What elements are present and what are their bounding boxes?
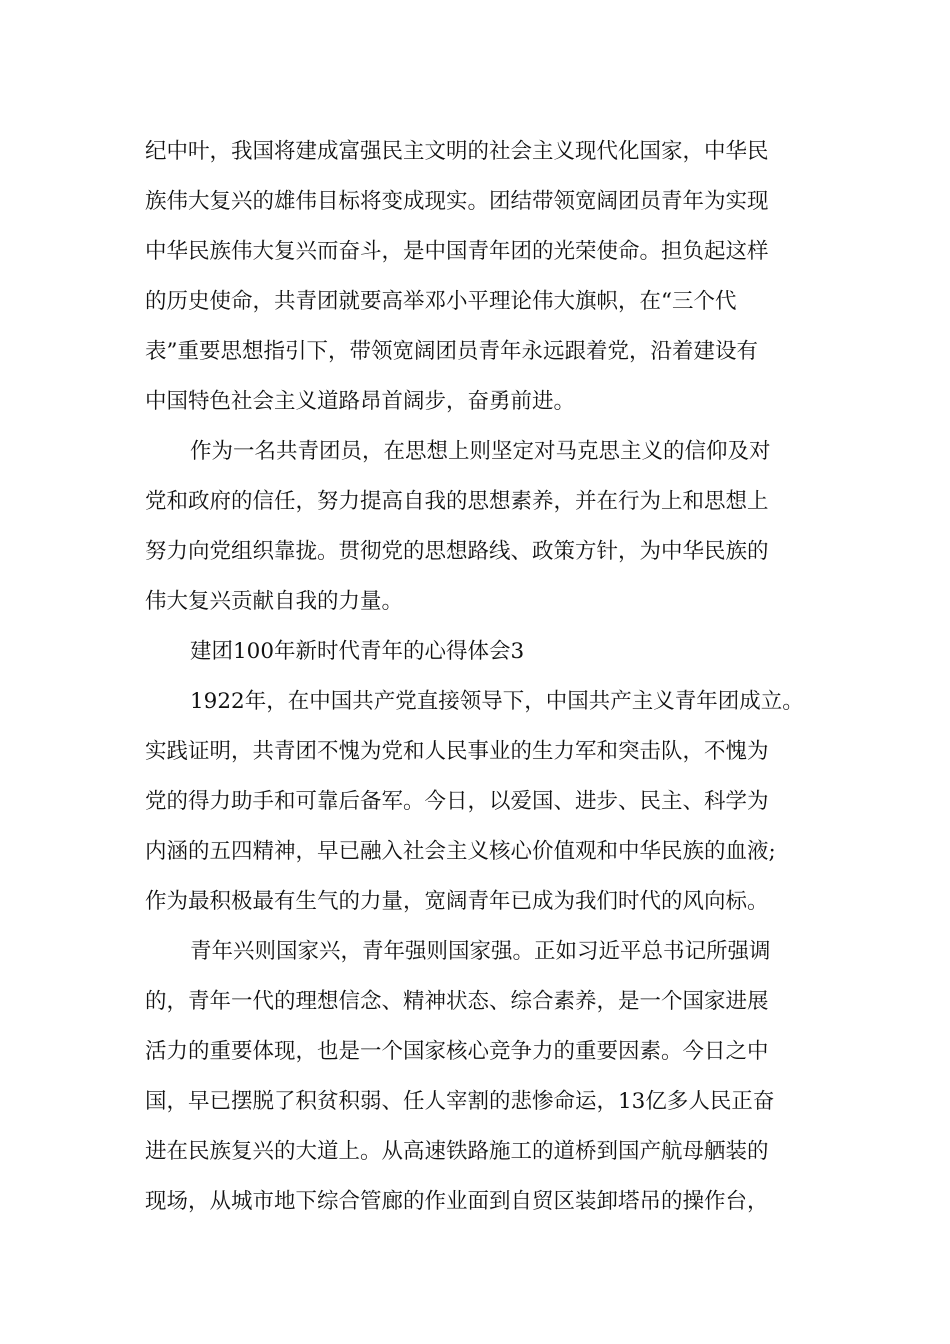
paragraph-line: 青年兴则国家兴，青年强则国家强。正如习近平总书记所强调 [190, 939, 771, 964]
paragraph-line: 进在民族复兴的大道上。从高速铁路施工的道桥到国产航母舾装的 [145, 1139, 769, 1164]
paragraph-line: 国，早已摆脱了积贫积弱、任人宰割的悲惨命运，13亿多人民正奋 [145, 1089, 775, 1114]
paragraph-line: 活力的重要体现，也是一个国家核心竞争力的重要因素。今日之中 [145, 1039, 769, 1064]
paragraph-line: 族伟大复兴的雄伟目标将变成现实。团结带领宽阔团员青年为实现 [145, 189, 769, 214]
paragraph-line: 的历史使命，共青团就要高举邓小平理论伟大旗帜，在“三个代 [145, 289, 737, 314]
section-heading: 建团100年新时代青年的心得体会3 [190, 639, 525, 664]
paragraph-line: 实践证明，共青团不愧为党和人民事业的生力军和突击队，不愧为 [145, 739, 769, 764]
paragraph-line: 作为一名共青团员，在思想上则坚定对马克思主义的信仰及对 [190, 439, 771, 464]
paragraph-line: 党的得力助手和可靠后备军。今日，以爱国、进步、民主、科学为 [145, 789, 769, 814]
paragraph-line: 1922年，在中国共产党直接领导下，中国共产主义青年团成立。 [190, 689, 804, 714]
paragraph-line: 内涵的五四精神，早已融入社会主义核心价值观和中华民族的血液; [145, 839, 776, 864]
paragraph-line: 中华民族伟大复兴而奋斗，是中国青年团的光荣使命。担负起这样 [145, 239, 769, 264]
paragraph-line: 的，青年一代的理想信念、精神状态、综合素养，是一个国家进展 [145, 989, 769, 1014]
paragraph-line: 努力向党组织靠拢。贯彻党的思想路线、政策方针，为中华民族的 [145, 539, 769, 564]
paragraph-line: 作为最积极最有生气的力量，宽阔青年已成为我们时代的风向标。 [145, 889, 769, 914]
paragraph-line: 中国特色社会主义道路昂首阔步，奋勇前进。 [145, 389, 576, 414]
paragraph-line: 表”重要思想指引下，带领宽阔团员青年永远跟着党，沿着建设有 [145, 339, 758, 364]
paragraph-line: 纪中叶，我国将建成富强民主文明的社会主义现代化国家，中华民 [145, 139, 769, 164]
paragraph-line: 现场，从城市地下综合管廊的作业面到自贸区装卸塔吊的操作台， [145, 1189, 769, 1214]
paragraph-line: 伟大复兴贡献自我的力量。 [145, 589, 404, 614]
paragraph-line: 党和政府的信任，努力提高自我的思想素养，并在行为上和思想上 [145, 489, 769, 514]
